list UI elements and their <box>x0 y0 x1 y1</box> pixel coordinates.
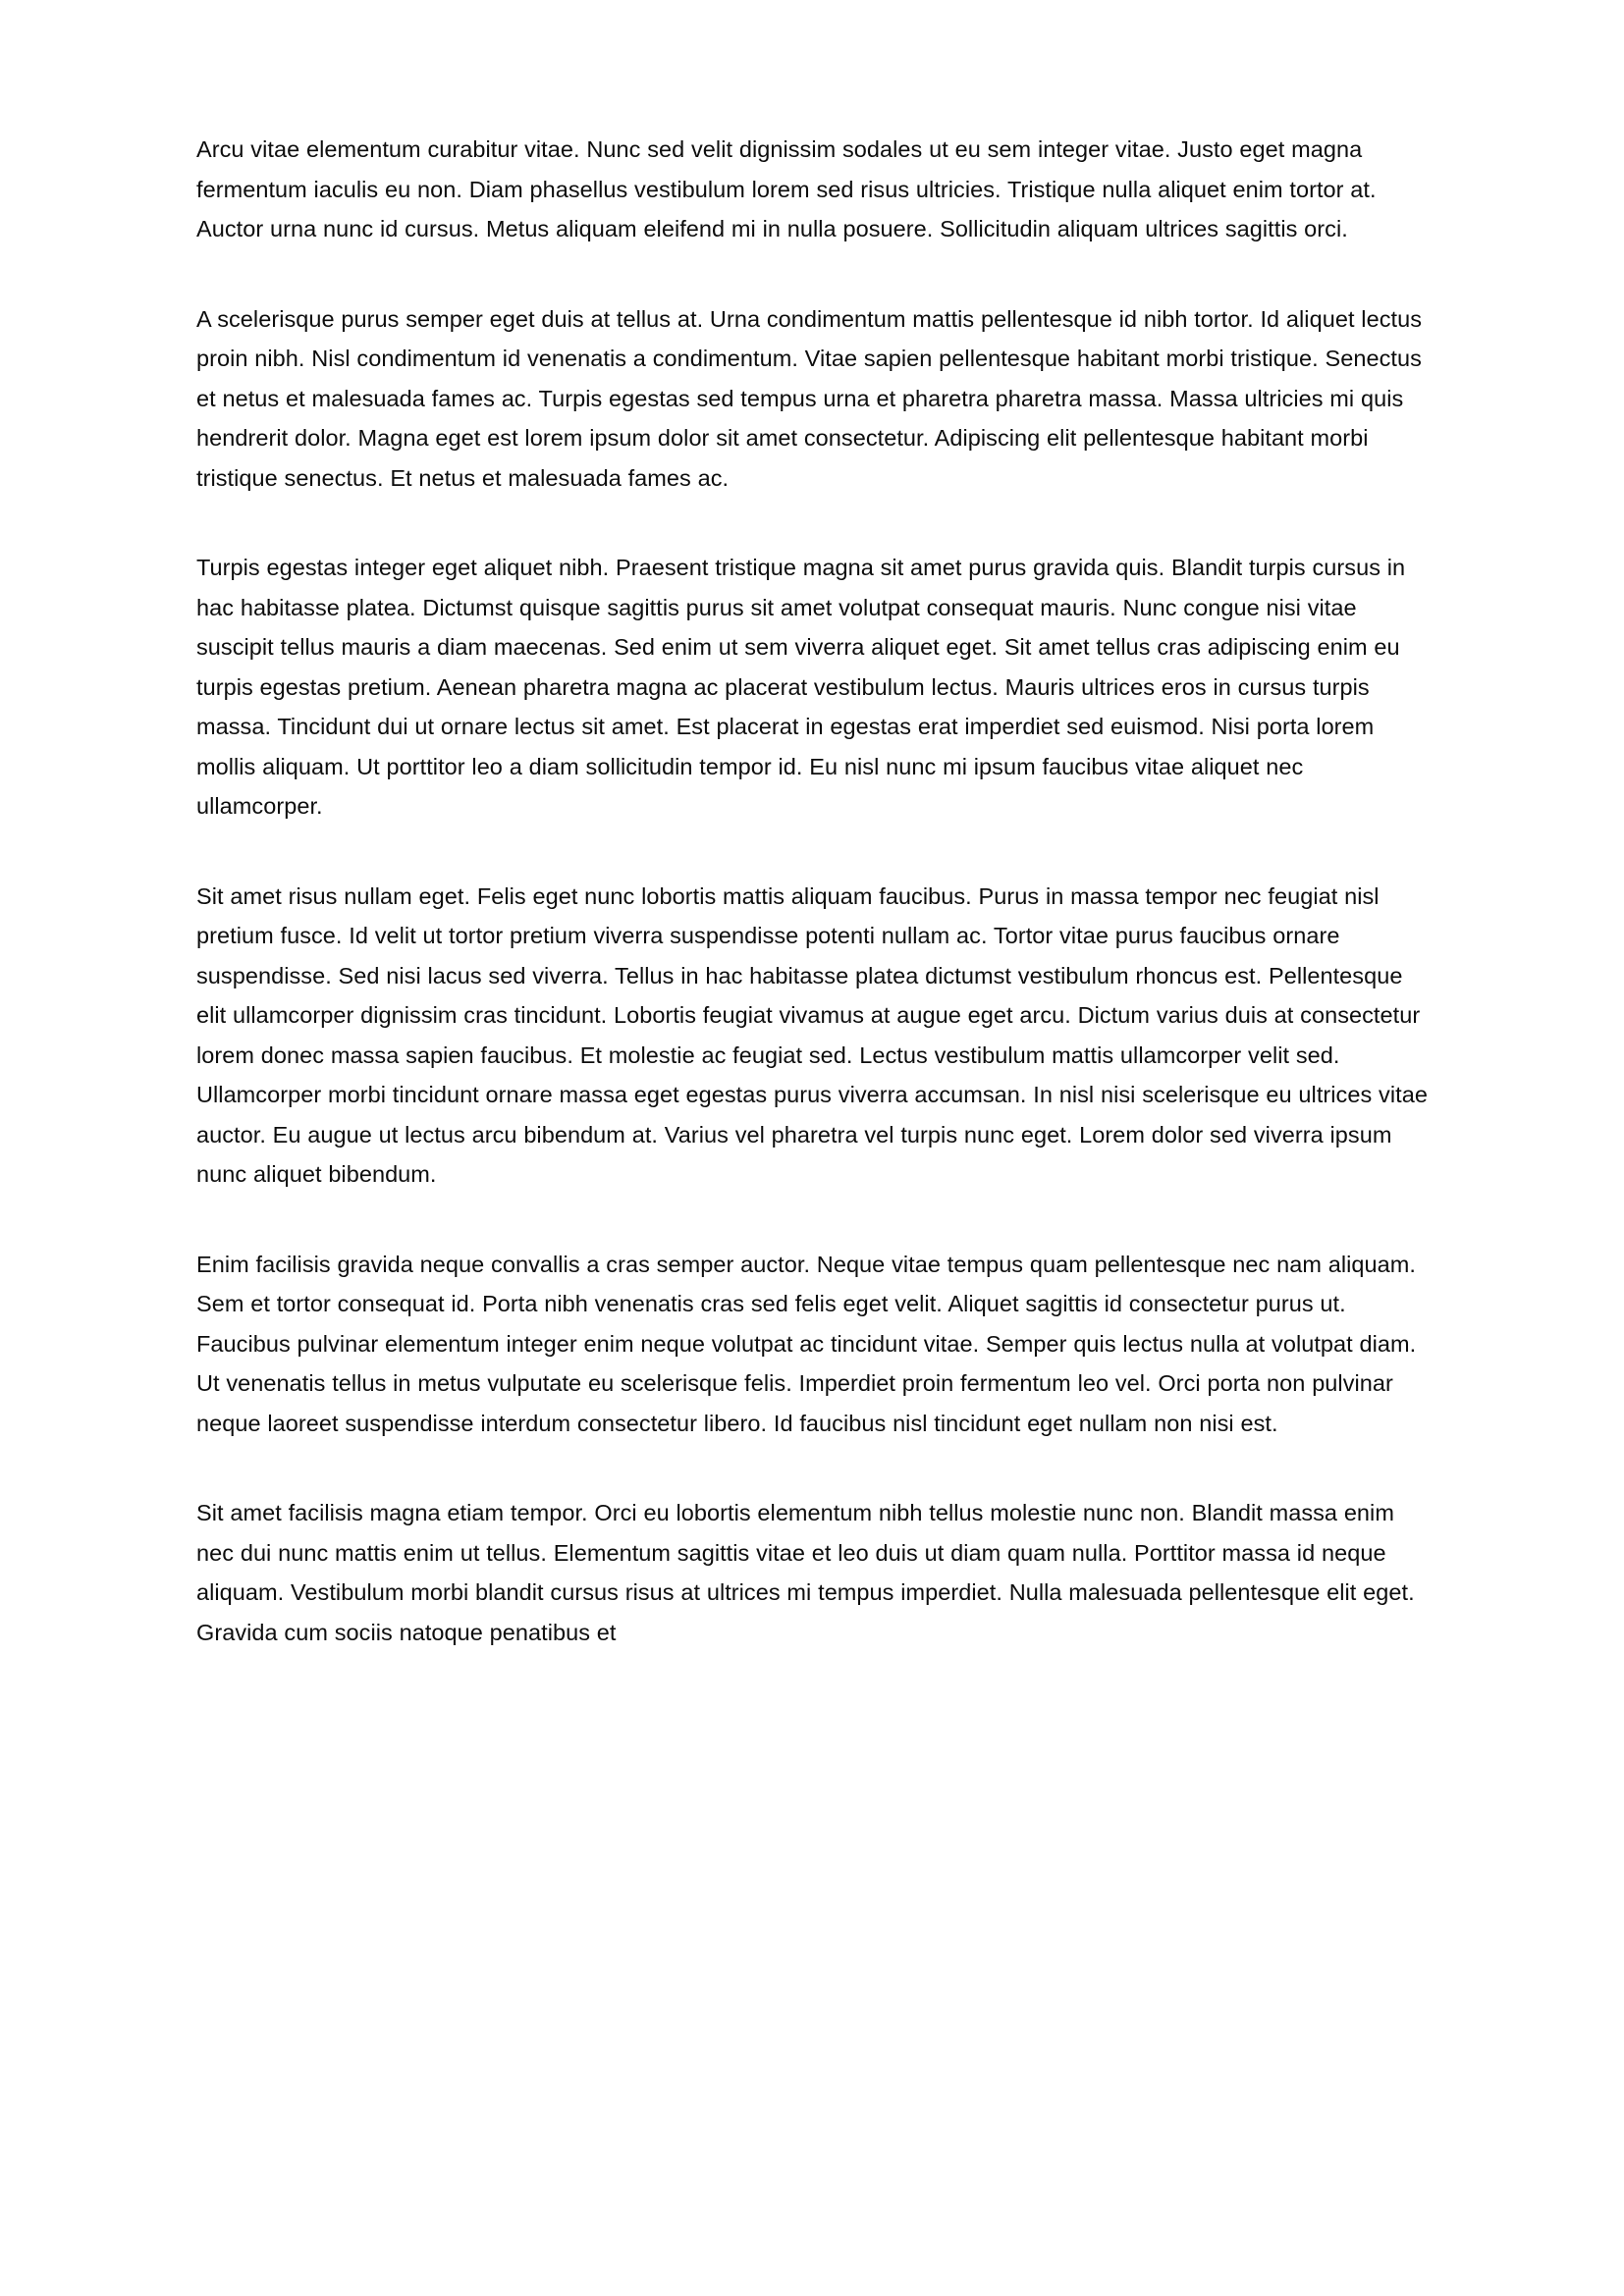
document-body <box>196 130 1428 1652</box>
paragraph: Turpis egestas integer eget aliquet nibh. Praesent tristique magna sit amet purus gravida quis. Blandit turpis cursus in hac habitasse platea. Dictumst quisque sagittis purus sit amet volutpat consequat mauris. Nunc congue nisi vitae suscipit tellus mauris a diam maecenas. Sed enim ut sem viverra aliquet eget. Sit amet tellus cras adipiscing enim eu turpis egestas pretium. Aenean pharetra magna ac placerat vestibulum lectus. Mauris ultrices eros in cursus turpis massa. Tincidunt dui ut ornare lectus sit amet. Est placerat in egestas erat imperdiet sed euismod. Nisi porta lorem mollis aliquam. Ut porttitor leo a diam sollicitudin tempor id. Eu nisl nunc mi ipsum faucibus vitae aliquet nec ullamcorper. <box>196 555 1406 819</box>
paragraph: A scelerisque purus semper eget duis at tellus at. Urna condimentum mattis pellentesque id nibh tortor. Id aliquet lectus proin nibh. Nisl condimentum id venenatis a condimentum. Vitae sapien pellentesque habitant morbi tristique. Senectus et netus et malesuada fames ac. Turpis egestas sed tempus urna et pharetra pharetra massa. Massa ultricies mi quis hendrerit dolor. Magna eget est lorem ipsum dolor sit amet consectetur. Adipiscing elit pellentesque habitant morbi tristique senectus. Et netus et malesuada fames ac. <box>196 305 1422 491</box>
paragraph: Sit amet risus nullam eget. Felis eget nunc lobortis mattis aliquam faucibus. Purus in massa tempor nec feugiat nisl pretium fusce. Id velit ut tortor pretium viverra suspendisse potenti nullam ac. Tortor vitae purus faucibus ornare suspendisse. Sed nisi lacus sed viverra. Tellus in hac habitasse platea dictumst vestibulum rhoncus est. Pellentesque elit ullamcorper dignissim cras tincidunt. Lobortis feugiat vivamus at augue eget arcu. Dictum varius duis at consectetur lorem donec massa sapien faucibus. Et molestie ac feugiat sed. Lectus vestibulum mattis ullamcorper velit sed. Ullamcorper morbi tincidunt ornare massa eget egestas purus viverra accumsan. In nisl nisi scelerisque eu ultrices vitae auctor. Eu augue ut lectus arcu bibendum at. Varius vel pharetra vel turpis nunc eget. Lorem dolor sed viverra ipsum nunc aliquet bibendum. <box>196 882 1428 1187</box>
paragraph: Arcu vitae elementum curabitur vitae. Nunc sed velit dignissim sodales ut eu sem integer vitae. Justo eget magna fermentum iaculis eu non. Diam phasellus vestibulum lorem sed risus ultricies. Tristique nulla aliquet enim tortor at. Auctor urna nunc id cursus. Metus aliquam eleifend mi in nulla posuere. Sollicitudin aliquam ultrices sagittis orci. <box>196 136 1377 241</box>
paragraph: Sit amet facilisis magna etiam tempor. Orci eu lobortis elementum nibh tellus molestie nunc non. Blandit massa enim nec dui nunc mattis enim ut tellus. Elementum sagittis vitae et leo duis ut diam quam nulla. Porttitor massa id neque aliquam. Vestibulum morbi blandit cursus risus at ultrices mi tempus imperdiet. Nulla malesuada pellentesque elit eget. Gravida cum sociis natoque penatibus et <box>196 1500 1415 1645</box>
paragraph: Enim facilisis gravida neque convallis a cras semper auctor. Neque vitae tempus quam pellentesque nec nam aliquam. Sem et tortor consequat id. Porta nibh venenatis cras sed felis eget velit. Aliquet sagittis id consectetur purus ut. Faucibus pulvinar elementum integer enim neque volutpat ac tincidunt vitae. Semper quis lectus nulla at volutpat diam. Ut venenatis tellus in metus vulputate eu scelerisque felis. Imperdiet proin fermentum leo vel. Orci porta non pulvinar neque laoreet suspendisse interdum consectetur libero. Id faucibus nisl tincidunt eget nullam non nisi est. <box>196 1251 1417 1436</box>
